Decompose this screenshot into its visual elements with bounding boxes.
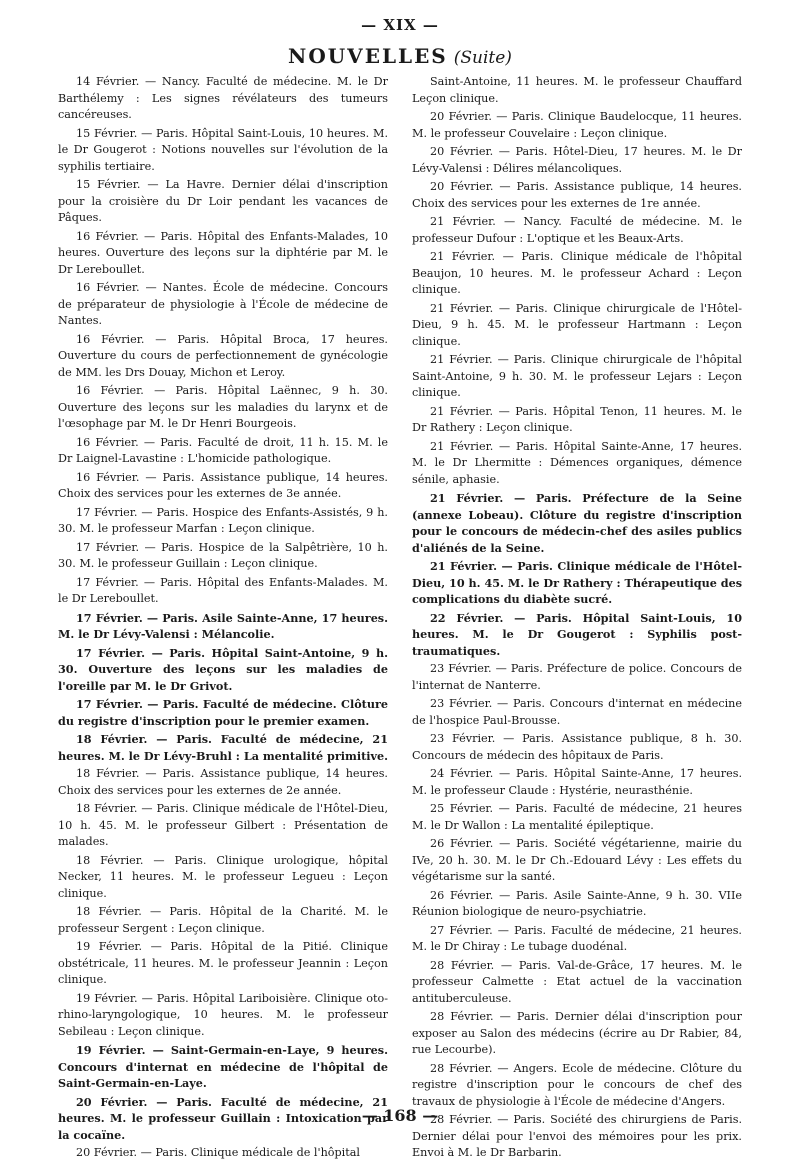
right-column — [412, 74, 742, 1164]
news-entry: 17 Février. — Paris. Faculté de médecine. Clôture du registre d'inscription pour le premier examen. — [58, 697, 388, 728]
news-entry: 20 Février. — Paris. Clinique médicale de l'hôpital — [76, 1146, 360, 1159]
news-entry: 21 Février. — Nancy. Faculté de médecine. M. le professeur Dufour : L'optique et les Beaux-Arts. — [412, 215, 742, 245]
page-number: — 168 — — [361, 1106, 439, 1125]
news-entry: 22 Février. — Paris. Hôpital Saint-Louis, 10 heures. M. le Dr Gougerot : Syphilis post-traumatiques. — [412, 610, 742, 658]
news-entry: 16 Février. — Paris. Hôpital des Enfants-Malades, 10 heures. Ouverture des leçons sur la diphtérie par M. le Dr Lereboullet. — [58, 229, 388, 276]
news-entry: 16 Février. — Paris. Faculté de droit, 11 h. 15. M. le Dr Laignel-Lavastine : L'homicide pathologique. — [58, 435, 388, 465]
news-entry: Saint-Antoine, 11 heures. M. le professeur Chauffard Leçon clinique. — [412, 75, 742, 105]
news-entry: 28 Février. — Paris. Val-de-Grâce, 17 heures. M. le professeur Calmette : Etat actuel de la vaccination antituberculeuse. — [412, 958, 742, 1005]
news-entry: 28 Février. — Angers. Ecole de médecine. Clôture du registre d'inscription pour le concours de chef des travaux de physiologie à l'École de médecine d'Angers. — [412, 1061, 742, 1108]
news-entry: 18 Février. — Paris. Clinique urologique, hôpital Necker, 11 heures. M. le professeur Legueu : Leçon clinique. — [58, 853, 388, 900]
news-entry: 21 Février. — Paris. Hôpital Tenon, 11 heures. M. le Dr Rathery : Leçon clinique. — [412, 404, 742, 434]
section-title-suffix: (Suite) — [453, 48, 512, 68]
news-entry: 15 Février. — Paris. Hôpital Saint-Louis, 10 heures. M. le Dr Gougerot : Notions nouvelles sur l'évolution de la syphilis tertiaire. — [58, 126, 388, 173]
news-entry: 16 Février. — Nantes. École de médecine. Concours de préparateur de physiologie à l'École de médecine de Nantes. — [58, 281, 388, 327]
section-title-text: NOUVELLES — [288, 44, 448, 68]
news-entry: 20 Février. — Paris. Clinique Baudelocque, 11 heures. M. le professeur Couvelaire : Leçon clinique. — [412, 110, 742, 140]
news-entry: 17 Février. — Paris. Hôpital Saint-Antoine, 9 h. 30. Ouverture des leçons sur les maladies de l'oreille par M. le Dr Grivot. — [58, 645, 388, 693]
page-header-roman-numeral: — XIX — — [361, 16, 439, 34]
news-entry: 28 Février. — Paris. Société des chirurgiens de Paris. Dernier délai pour l'envoi des mémoires pour les prix. Envoi à M. le Dr Barbarin. — [412, 1113, 742, 1159]
news-entry: 23 Février. — Paris. Préfecture de police. Concours de l'internat de Nanterre. — [412, 662, 742, 692]
news-entry: 21 Février. — Paris. Clinique médicale de l'hôpital Beaujon, 10 heures. M. le professeur Achard : Leçon clinique. — [412, 250, 742, 296]
news-entry: 26 Février. — Paris. Société végétarienne, mairie du IVe, 20 h. 30. M. le Dr Ch.-Edouard Lévy : Les effets du végétarisme sur la santé. — [412, 837, 742, 883]
news-entry: 26 Février. — Paris. Asile Sainte-Anne, 9 h. 30. VIIe Réunion biologique de neuro-psychiatrie. — [412, 888, 742, 918]
news-entry: 27 Février. — Paris. Faculté de médecine, 21 heures. M. le Dr Chiray : Le tubage duodénal. — [412, 923, 742, 953]
news-entry: 17 Février. — Paris. Hôpital des Enfants-Malades. M. le Dr Lereboullet. — [58, 575, 388, 605]
news-entry: 18 Février. — Paris. Hôpital de la Charité. M. le professeur Sergent : Leçon clinique. — [58, 905, 388, 935]
news-entry: 17 Février. — Paris. Asile Sainte-Anne, 17 heures. M. le Dr Lévy-Valensi : Mélancolie. — [58, 610, 388, 641]
news-entry: 21 Février. — Paris. Hôpital Sainte-Anne, 17 heures. M. le Dr Lhermitte : Démences organiques, démence sénile, aphasie. — [412, 439, 742, 486]
news-entry: 16 Février. — Paris. Assistance publique, 14 heures. Choix des services pour les externes de 3e année. — [58, 470, 388, 500]
news-entry: 15 Février. — La Havre. Dernier délai d'inscription pour la croisière du Dr Loir pendant les vacances de Pâques. — [58, 178, 388, 224]
news-entry: 20 Février. — Paris. Faculté de médecine, 21 heures. M. le professeur Guillain : Intoxication par la cocaïne. — [58, 1094, 388, 1142]
news-entry: 19 Février. — Paris. Hôpital de la Pitié. Clinique obstétricale, 11 heures. M. le professeur Jeannin : Leçon clinique. — [58, 940, 388, 986]
news-entry: 14 Février. — Nancy. Faculté de médecine. M. le Dr Barthélemy : Les signes révélateurs des tumeurs cancéreuses. — [58, 75, 388, 121]
news-entry: 18 Février. — Paris. Faculté de médecine, 21 heures. M. le Dr Lévy-Bruhl : La mentalité primitive. — [58, 732, 389, 763]
news-entry: 25 Février. — Paris. Faculté de médecine, 21 heures M. le Dr Wallon : La mentalité épileptique. — [412, 802, 742, 832]
news-entry: 19 Février. — Saint-Germain-en-Laye, 9 heures. Concours d'internat en médecine de l'hôpital de Saint-Germain-en-Laye. — [58, 1043, 388, 1090]
news-entry: 18 Février. — Paris. Assistance publique, 14 heures. Choix des services pour les externes de 2e année. — [58, 767, 388, 797]
news-entry: 21 Février. — Paris. Clinique chirurgicale de l'hôpital Saint-Antoine, 9 h. 30. M. le professeur Lejars : Leçon clinique. — [412, 353, 742, 399]
news-entry: 28 Février. — Paris. Dernier délai d'inscription pour exposer au Salon des médecins (écrire au Dr Rabier, 84, rue Lecourbe). — [412, 1010, 742, 1056]
news-entry: 20 Février. — Paris. Hôtel-Dieu, 17 heures. M. le Dr Lévy-Valensi : Délires mélancoliques. — [412, 145, 742, 175]
news-entry: 21 Février. — Paris. Clinique médicale de l'Hôtel-Dieu, 10 h. 45. M. le Dr Rathery : Thérapeutique des complications du diabète sucré. — [412, 559, 742, 606]
news-entry: 16 Février. — Paris. Hôpital Laënnec, 9 h. 30. Ouverture des leçons sur les maladies du larynx et de l'œsophage par M. le Dr Henri Bourgeois. — [58, 384, 388, 430]
news-entry: 16 Février. — Paris. Hôpital Broca, 17 heures. Ouverture du cours de perfectionnement de gynécologie de MM. les Drs Douay, Michon et Leroy. — [58, 332, 388, 379]
news-entry: 21 Février. — Paris. Clinique chirurgicale de l'Hôtel-Dieu, 9 h. 45. M. le professeur Hartmann : Leçon clinique. — [412, 301, 742, 348]
section-title — [0, 44, 800, 68]
news-entry: 21 Février. — Paris. Préfecture de la Seine (annexe Lobeau). Clôture du registre d'inscription pour le concours de médecin-chef des asiles publics d'aliénés de la Seine. — [412, 491, 742, 555]
left-column — [58, 74, 388, 1164]
news-entry: 17 Février. — Paris. Hospice de la Salpêtrière, 10 h. 30. M. le professeur Guillain : Leçon clinique. — [58, 540, 388, 570]
news-entry: 17 Février. — Paris. Hospice des Enfants-Assistés, 9 h. 30. M. le professeur Marfan : Leçon clinique. — [58, 505, 388, 535]
news-entry: 23 Février. — Paris. Concours d'internat en médecine de l'hospice Paul-Brousse. — [412, 697, 742, 727]
news-entry: 23 Février. — Paris. Assistance publique, 8 h. 30. Concours de médecin des hôpitaux de Paris. — [412, 732, 742, 762]
news-entry: 24 Février. — Paris. Hôpital Sainte-Anne, 17 heures. M. le professeur Claude : Hystérie, neurasthénie. — [412, 767, 742, 797]
news-entry: 18 Février. — Paris. Clinique médicale de l'Hôtel-Dieu, 10 h. 45. M. le professeur Gilbert : Présentation de malades. — [58, 802, 388, 848]
news-entry: 20 Février. — Paris. Assistance publique, 14 heures. Choix des services pour les externes de 1re année. — [412, 180, 742, 210]
news-entry: 19 Février. — Paris. Hôpital Lariboisière. Clinique oto-rhino-laryngologique, 10 heures. M. le professeur Sebileau : Leçon clinique. — [58, 991, 388, 1038]
